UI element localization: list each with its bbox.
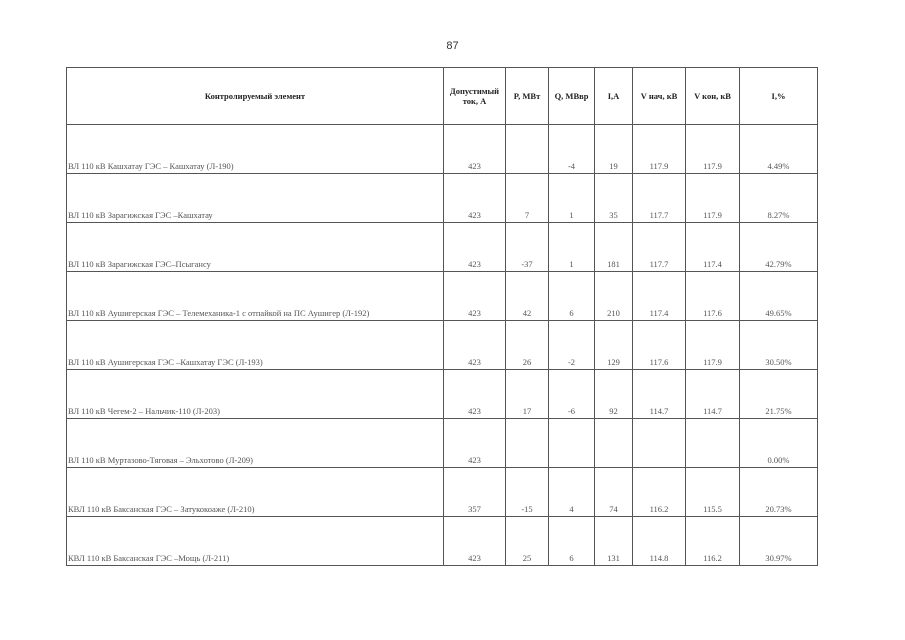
table-row (67, 223, 818, 272)
value-cell: 117.7 (633, 223, 686, 272)
value-cell: 6 (549, 272, 595, 321)
element-name-cell: ВЛ 110 кВ Зарагижская ГЭС–Псыгансу (67, 223, 444, 272)
value-cell: 117.9 (633, 125, 686, 174)
value-cell: 423 (444, 223, 506, 272)
table-row (67, 125, 818, 174)
value-cell: 17 (506, 370, 549, 419)
element-name-cell: КВЛ 110 кВ Баксанская ГЭС –Мощь (Л-211) (67, 517, 444, 566)
value-cell: 35 (595, 174, 633, 223)
value-cell: -37 (506, 223, 549, 272)
table-row (67, 419, 818, 468)
value-cell: 117.4 (633, 272, 686, 321)
element-name-cell: ВЛ 110 кВ Муртазово-Тяговая – Эльхотово (Л-209) (67, 419, 444, 468)
header-cell: Q, МВвр (549, 68, 595, 125)
value-cell: 210 (595, 272, 633, 321)
value-cell (633, 419, 686, 468)
value-cell: 8.27% (740, 174, 818, 223)
value-cell: 131 (595, 517, 633, 566)
value-cell (686, 419, 740, 468)
value-cell: 7 (506, 174, 549, 223)
value-cell: -2 (549, 321, 595, 370)
value-cell: 117.9 (686, 125, 740, 174)
table-row (67, 370, 818, 419)
value-cell: 74 (595, 468, 633, 517)
value-cell: 129 (595, 321, 633, 370)
header-cell: Допустимый ток, А (444, 68, 506, 125)
value-cell: 357 (444, 468, 506, 517)
value-cell: 25 (506, 517, 549, 566)
value-cell: 114.8 (633, 517, 686, 566)
value-cell: 21.75% (740, 370, 818, 419)
value-cell: 30.97% (740, 517, 818, 566)
value-cell: 0.00% (740, 419, 818, 468)
element-name-cell: ВЛ 110 кВ Чегем-2 – Нальчик-110 (Л-203) (67, 370, 444, 419)
value-cell: 117.6 (633, 321, 686, 370)
value-cell: 115.5 (686, 468, 740, 517)
value-cell: 6 (549, 517, 595, 566)
value-cell: 116.2 (686, 517, 740, 566)
table-row (67, 321, 818, 370)
value-cell: 26 (506, 321, 549, 370)
element-name-cell: КВЛ 110 кВ Баксанская ГЭС – Затукокоаже (Л-210) (67, 468, 444, 517)
table-row (67, 272, 818, 321)
value-cell: 92 (595, 370, 633, 419)
value-cell: 117.9 (686, 321, 740, 370)
element-name-cell: ВЛ 110 кВ Аушигерская ГЭС –Кашхатау ГЭС (Л-193) (67, 321, 444, 370)
header-cell: V нач, кВ (633, 68, 686, 125)
value-cell: 114.7 (633, 370, 686, 419)
value-cell (506, 125, 549, 174)
value-cell: -4 (549, 125, 595, 174)
value-cell: 114.7 (686, 370, 740, 419)
header-cell: I,А (595, 68, 633, 125)
element-name-cell: ВЛ 110 кВ Зарагижская ГЭС –Кашхатау (67, 174, 444, 223)
header-cell: V кон, кВ (686, 68, 740, 125)
value-cell: 423 (444, 419, 506, 468)
value-cell: 20.73% (740, 468, 818, 517)
value-cell: -15 (506, 468, 549, 517)
value-cell: 4.49% (740, 125, 818, 174)
table-row (67, 468, 818, 517)
value-cell: 116.2 (633, 468, 686, 517)
value-cell: 42.79% (740, 223, 818, 272)
table-body (67, 125, 818, 566)
value-cell (595, 419, 633, 468)
value-cell: 117.6 (686, 272, 740, 321)
page-number: 87 (446, 40, 459, 52)
header-cell: Контролируемый элемент (67, 68, 444, 125)
header-cell: P, МВт (506, 68, 549, 125)
element-name-cell: ВЛ 110 кВ Кашхатау ГЭС – Кашхатау (Л-190) (67, 125, 444, 174)
control-elements-table (66, 67, 818, 566)
value-cell: 42 (506, 272, 549, 321)
value-cell: 423 (444, 370, 506, 419)
value-cell: 423 (444, 517, 506, 566)
value-cell: 423 (444, 174, 506, 223)
value-cell (506, 419, 549, 468)
table-row (67, 174, 818, 223)
table-header-row (67, 68, 818, 125)
value-cell: 181 (595, 223, 633, 272)
value-cell: 19 (595, 125, 633, 174)
value-cell (549, 419, 595, 468)
value-cell: 423 (444, 321, 506, 370)
value-cell: 30.50% (740, 321, 818, 370)
value-cell: 1 (549, 174, 595, 223)
value-cell: 117.4 (686, 223, 740, 272)
value-cell: 4 (549, 468, 595, 517)
value-cell: 1 (549, 223, 595, 272)
value-cell: 117.7 (633, 174, 686, 223)
value-cell: 423 (444, 125, 506, 174)
table-row (67, 517, 818, 566)
value-cell: 117.9 (686, 174, 740, 223)
value-cell: 423 (444, 272, 506, 321)
value-cell: -6 (549, 370, 595, 419)
element-name-cell: ВЛ 110 кВ Аушигерская ГЭС – Телемеханика-1 с отпайкой на ПС Аушигер (Л-192) (67, 272, 444, 321)
value-cell: 49.65% (740, 272, 818, 321)
header-cell: I,% (740, 68, 818, 125)
